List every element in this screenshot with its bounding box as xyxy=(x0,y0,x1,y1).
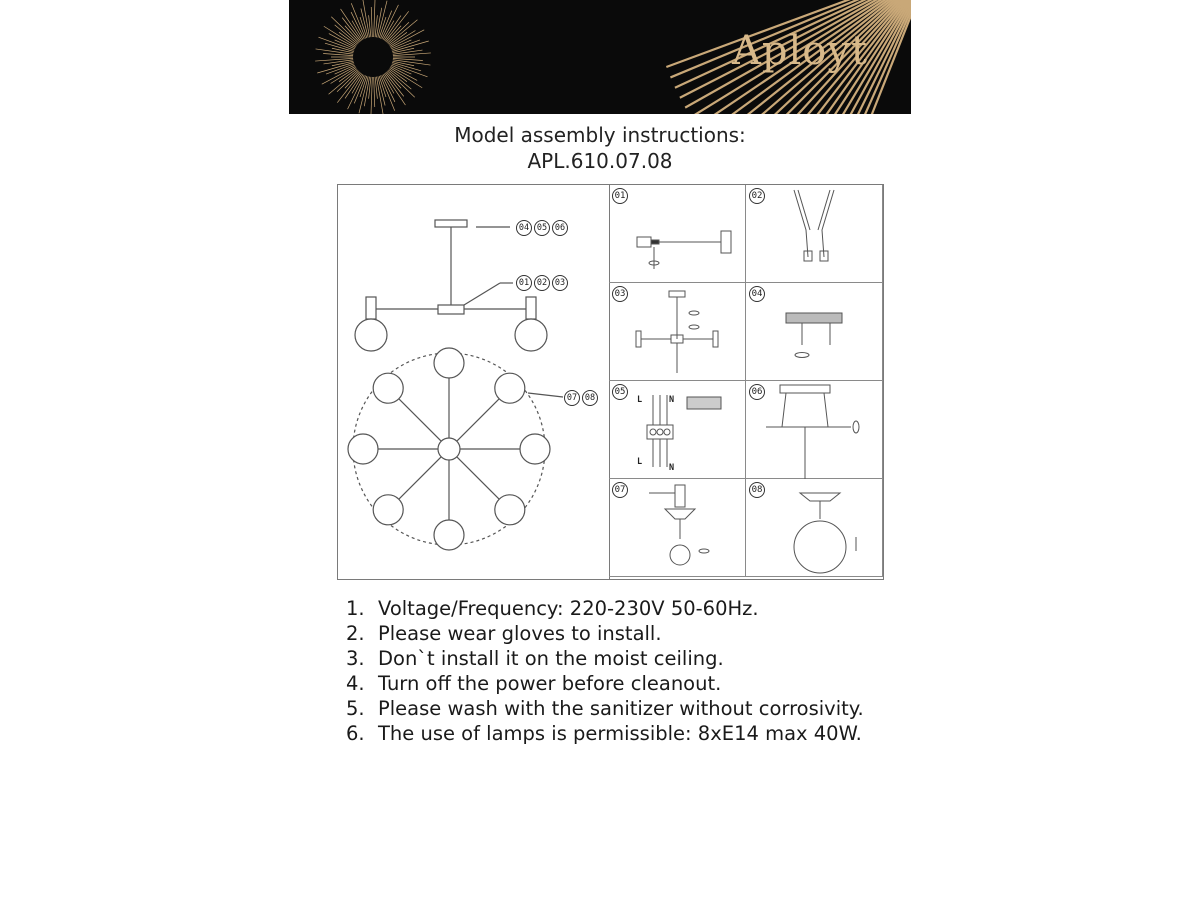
step-number: 07 xyxy=(612,482,628,498)
wire-neutral-label: N xyxy=(669,463,675,473)
brand-banner xyxy=(289,0,911,114)
model-number: APL.610.07.08 xyxy=(527,149,673,173)
assembly-diagram xyxy=(337,184,884,580)
note-number: 2. xyxy=(346,622,365,645)
callout-label: 08 xyxy=(582,390,598,406)
note-number: 3. xyxy=(346,647,365,670)
callout-label: 04 xyxy=(516,220,532,236)
note-text: Please wear gloves to install. xyxy=(378,622,662,645)
callout-lamps xyxy=(564,390,600,406)
step-01 xyxy=(609,185,746,283)
callout-label: 06 xyxy=(552,220,568,236)
step-number: 04 xyxy=(749,286,765,302)
brand-logo: Aployt xyxy=(732,28,869,74)
note-text: Voltage/Frequency: 220-230V 50-60Hz. xyxy=(378,597,759,620)
note-text: The use of lamps is permissible: 8xE14 max 40W. xyxy=(378,722,862,745)
step-number: 02 xyxy=(749,188,765,204)
steps-grid xyxy=(609,185,883,579)
note-item xyxy=(346,671,864,696)
step-number: 06 xyxy=(749,384,765,400)
overview-diagram xyxy=(338,185,610,579)
step-02 xyxy=(746,185,883,283)
note-item xyxy=(346,696,864,721)
callout-arms xyxy=(516,275,570,291)
note-number: 5. xyxy=(346,697,365,720)
note-item xyxy=(346,721,864,746)
note-number: 1. xyxy=(346,597,365,620)
step-06 xyxy=(746,381,883,479)
note-text: Don`t install it on the moist ceiling. xyxy=(378,647,724,670)
document-header xyxy=(0,122,1200,174)
step-number: 08 xyxy=(749,482,765,498)
wire-live-label: L xyxy=(637,457,643,467)
step-04 xyxy=(746,283,883,381)
callout-label: 02 xyxy=(534,275,550,291)
note-item xyxy=(346,646,864,671)
wire-neutral-label: N xyxy=(669,395,675,405)
note-text: Turn off the power before cleanout. xyxy=(378,672,722,695)
step-07 xyxy=(609,479,746,577)
note-item xyxy=(346,621,864,646)
note-item xyxy=(346,596,864,621)
chandelier-overview-drawing xyxy=(338,185,609,579)
step-number: 05 xyxy=(612,384,628,400)
page-title: Model assembly instructions: xyxy=(454,123,746,147)
step-05 xyxy=(609,381,746,479)
callout-label: 03 xyxy=(552,275,568,291)
wire-live-label: L xyxy=(637,395,643,405)
note-number: 4. xyxy=(346,672,365,695)
callout-canopy xyxy=(516,220,570,236)
callout-label: 07 xyxy=(564,390,580,406)
step-number: 03 xyxy=(612,286,628,302)
callout-label: 05 xyxy=(534,220,550,236)
step-03 xyxy=(609,283,746,381)
note-text: Please wash with the sanitizer without corrosivity. xyxy=(378,697,864,720)
step-number: 01 xyxy=(612,188,628,204)
callout-label: 01 xyxy=(516,275,532,291)
note-number: 6. xyxy=(346,722,365,745)
safety-notes xyxy=(346,596,864,746)
step-08 xyxy=(746,479,883,577)
